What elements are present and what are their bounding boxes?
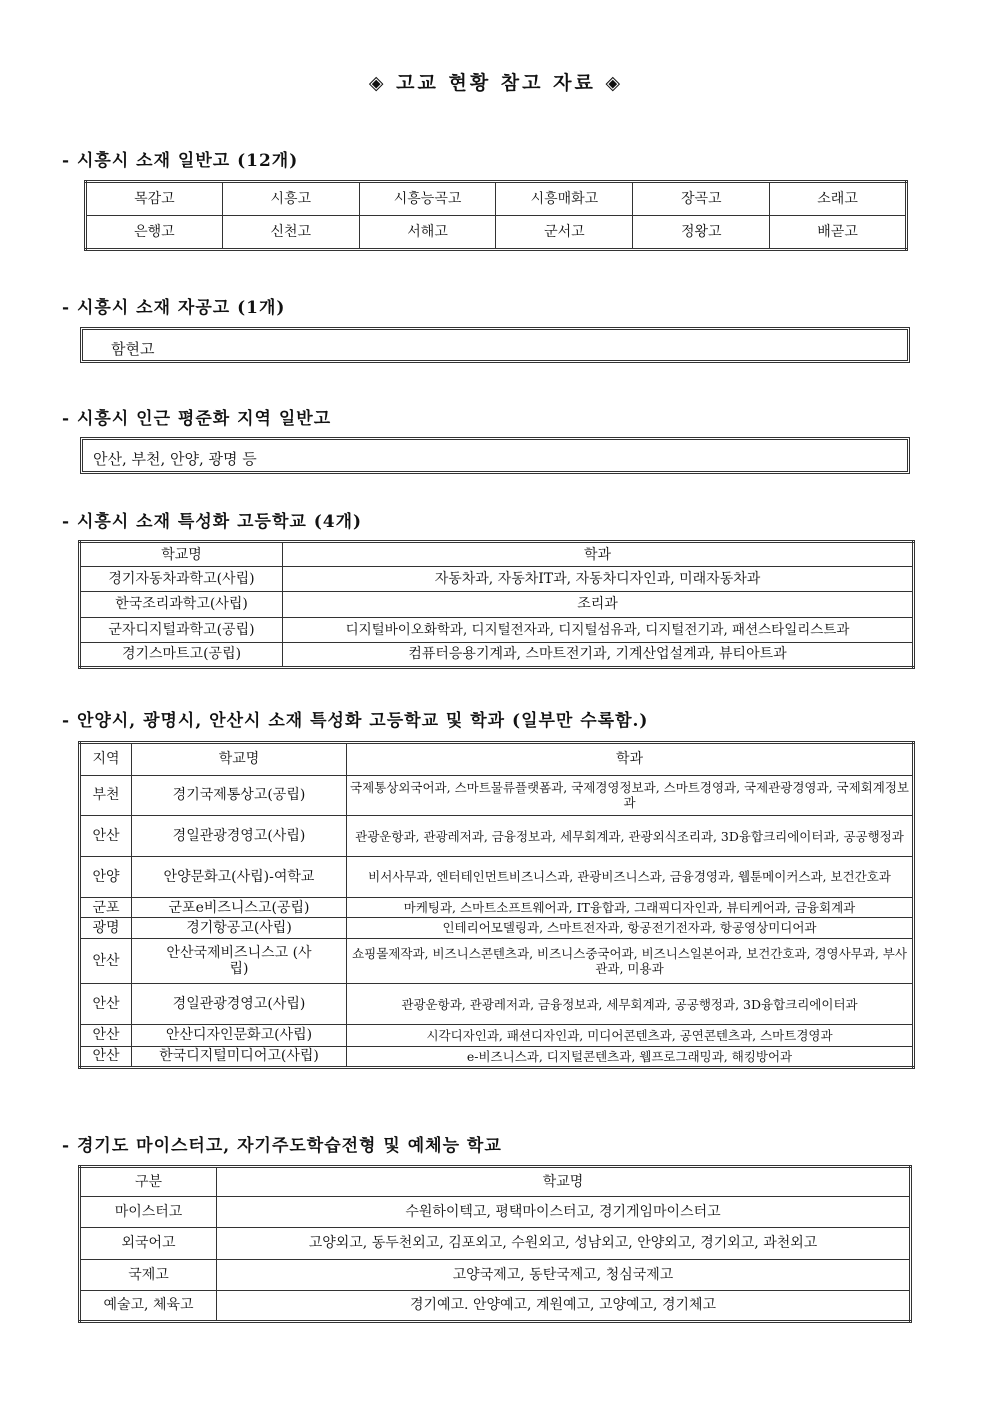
- region-cell: 부천: [80, 775, 132, 816]
- school-name-cell: 군포e비즈니스고(공립): [132, 897, 347, 917]
- school-name-cell: 한국디지털미디어고(사립): [132, 1046, 347, 1067]
- table-row: [80, 567, 914, 592]
- section-heading-siheung-specialized: - 시흥시 소재 특성화 고등학교 (4개): [62, 512, 363, 532]
- region-cell: 안산: [80, 1046, 132, 1067]
- section-heading-autonomous-school: - 시흥시 소재 자공고 (1개): [62, 298, 286, 318]
- table-row: [86, 182, 907, 216]
- table-row: [80, 938, 914, 984]
- school-name-cell: 경일관광경영고(사립): [132, 984, 347, 1025]
- region-cell: 광명: [80, 918, 132, 938]
- table-cell: 시흥매화고: [496, 182, 633, 216]
- department-cell: 시각디자인과, 패션디자인과, 미디어콘텐츠과, 공연콘텐츠과, 스마트경영과: [347, 1025, 914, 1046]
- region-cell: 안산: [80, 938, 132, 984]
- category-cell: 국제고: [80, 1259, 217, 1290]
- section-heading-general-schools: - 시흥시 소재 일반고 (12개): [62, 151, 299, 171]
- table-cell: 목감고: [86, 182, 223, 216]
- table-cell: 군서고: [496, 216, 633, 250]
- column-header: 학교명: [132, 743, 347, 776]
- page-title: ◈ 고교 현황 참고 자료 ◈: [368, 72, 624, 94]
- column-header: 구분: [80, 1167, 217, 1197]
- table-cell: 신천고: [222, 216, 359, 250]
- school-name-cell: 경기스마트고(공립): [80, 642, 283, 667]
- table-row: [80, 857, 914, 898]
- column-header: 학교명: [80, 542, 283, 567]
- school-list-cell: 고양외고, 동두천외고, 김포외고, 수원외고, 성남외고, 안양외고, 경기외고, 과천외고: [217, 1228, 911, 1259]
- category-cell: 외국어고: [80, 1228, 217, 1259]
- table-cell: 소래고: [770, 182, 907, 216]
- school-list-cell: 경기예고. 안양예고, 계원예고, 고양예고, 경기체고: [217, 1290, 911, 1321]
- column-header: 지역: [80, 743, 132, 776]
- table-row: [80, 1228, 911, 1259]
- table-row: [80, 1046, 914, 1067]
- table-row: [80, 617, 914, 642]
- general-schools-table: [84, 180, 908, 251]
- department-cell: 인테리어모델링과, 스마트전자과, 항공전기전자과, 항공영상미디어과: [347, 918, 914, 938]
- table-row: [80, 1197, 911, 1228]
- autonomous-school-box: [80, 327, 910, 363]
- department-cell: 디지털바이오화학과, 디지털전자과, 디지털섬유과, 디지털전기과, 패션스타일리스트과: [283, 617, 914, 642]
- category-cell: 예술고, 체육고: [80, 1290, 217, 1321]
- column-header: 학과: [347, 743, 914, 776]
- region-cell: 안산: [80, 1025, 132, 1046]
- school-name-cell: 안산디자인문화고(사립): [132, 1025, 347, 1046]
- table-row: [80, 816, 914, 857]
- region-cell: 안양: [80, 857, 132, 898]
- table-cell: 시흥능곡고: [359, 182, 496, 216]
- table-row: [80, 642, 914, 667]
- table-row: [80, 592, 914, 617]
- school-name-cell: 경기자동차과학고(사립): [80, 567, 283, 592]
- school-name-cell: 한국조리과학고(사립): [80, 592, 283, 617]
- section-heading-nearby-specialized: - 안양시, 광명시, 안산시 소재 특성화 고등학교 및 학과 (일부만 수록함.): [62, 711, 649, 731]
- region-cell: 군포: [80, 897, 132, 917]
- department-cell: 관광운항과, 관광레저과, 금융정보과, 세무회계과, 공공행정과, 3D융합크리에이터과: [347, 984, 914, 1025]
- nearby-regions-box: [80, 437, 910, 474]
- table-row: [80, 1025, 914, 1046]
- school-list-cell: 수원하이텍고, 평택마이스터고, 경기게임마이스터고: [217, 1197, 911, 1228]
- region-cell: 안산: [80, 816, 132, 857]
- table-header-row: [80, 1167, 911, 1197]
- autonomous-school-name: 함현고: [111, 340, 155, 358]
- table-row: [80, 1290, 911, 1321]
- department-cell: 컴퓨터응용기계과, 스마트전기과, 기계산업설계과, 뷰티아트과: [283, 642, 914, 667]
- table-row: [80, 984, 914, 1025]
- table-header-row: [80, 743, 914, 776]
- siheung-specialized-table: [78, 540, 915, 669]
- table-cell: 서해고: [359, 216, 496, 250]
- column-header: 학교명: [217, 1167, 911, 1197]
- table-cell: 장곡고: [633, 182, 770, 216]
- department-cell: 자동차과, 자동차IT과, 자동차디자인과, 미래자동차과: [283, 567, 914, 592]
- department-cell: 관광운항과, 관광레저과, 금융정보과, 세무회계과, 관광외식조리과, 3D융합크리에이터과, 공공행정과: [347, 816, 914, 857]
- table-cell: 은행고: [86, 216, 223, 250]
- school-name-cell: 안산국제비즈니스고 (사립): [132, 938, 347, 984]
- table-row: [80, 775, 914, 816]
- school-list-cell: 고양국제고, 동탄국제고, 청심국제고: [217, 1259, 911, 1290]
- table-row: [80, 1259, 911, 1290]
- department-cell: 국제통상외국어과, 스마트물류플랫폼과, 국제경영정보과, 스마트경영과, 국제관광경영과, 국제회계정보과: [347, 775, 914, 816]
- school-name-cell: 군자디지털과학고(공립): [80, 617, 283, 642]
- table-cell: 정왕고: [633, 216, 770, 250]
- table-header-row: [80, 542, 914, 567]
- department-cell: 조리과: [283, 592, 914, 617]
- nearby-regions-text: 안산, 부천, 안양, 광명 등: [93, 450, 257, 468]
- department-cell: e-비즈니스과, 디지털콘텐츠과, 웹프로그래밍과, 해킹방어과: [347, 1046, 914, 1067]
- school-name-cell: 안양문화고(사립)-여학교: [132, 857, 347, 898]
- nearby-specialized-table: [78, 741, 915, 1069]
- department-cell: 마케팅과, 스마트소프트웨어과, IT융합과, 그래픽디자인과, 뷰티케어과, 금융회계과: [347, 897, 914, 917]
- school-name-cell: 경기국제통상고(공립): [132, 775, 347, 816]
- section-heading-meister-schools: - 경기도 마이스터고, 자기주도학습전형 및 예체능 학교: [62, 1136, 502, 1156]
- department-cell: 쇼핑몰제작과, 비즈니스콘텐츠과, 비즈니스중국어과, 비즈니스일본어과, 보건간호과, 경영사무과, 부사관과, 미용과: [347, 938, 914, 984]
- region-cell: 안산: [80, 984, 132, 1025]
- meister-schools-table: [78, 1165, 912, 1323]
- department-cell: 비서사무과, 엔터테인먼트비즈니스과, 관광비즈니스과, 금융경영과, 웹툰메이커스과, 보건간호과: [347, 857, 914, 898]
- table-cell: 배곧고: [770, 216, 907, 250]
- column-header: 학과: [283, 542, 914, 567]
- table-row: [80, 897, 914, 917]
- school-name-cell: 경일관광경영고(사립): [132, 816, 347, 857]
- section-heading-nearby-regions: - 시흥시 인근 평준화 지역 일반고: [62, 409, 332, 429]
- table-cell: 시흥고: [222, 182, 359, 216]
- school-name-cell: 경기항공고(사립): [132, 918, 347, 938]
- table-row: [80, 918, 914, 938]
- table-row: [86, 216, 907, 250]
- category-cell: 마이스터고: [80, 1197, 217, 1228]
